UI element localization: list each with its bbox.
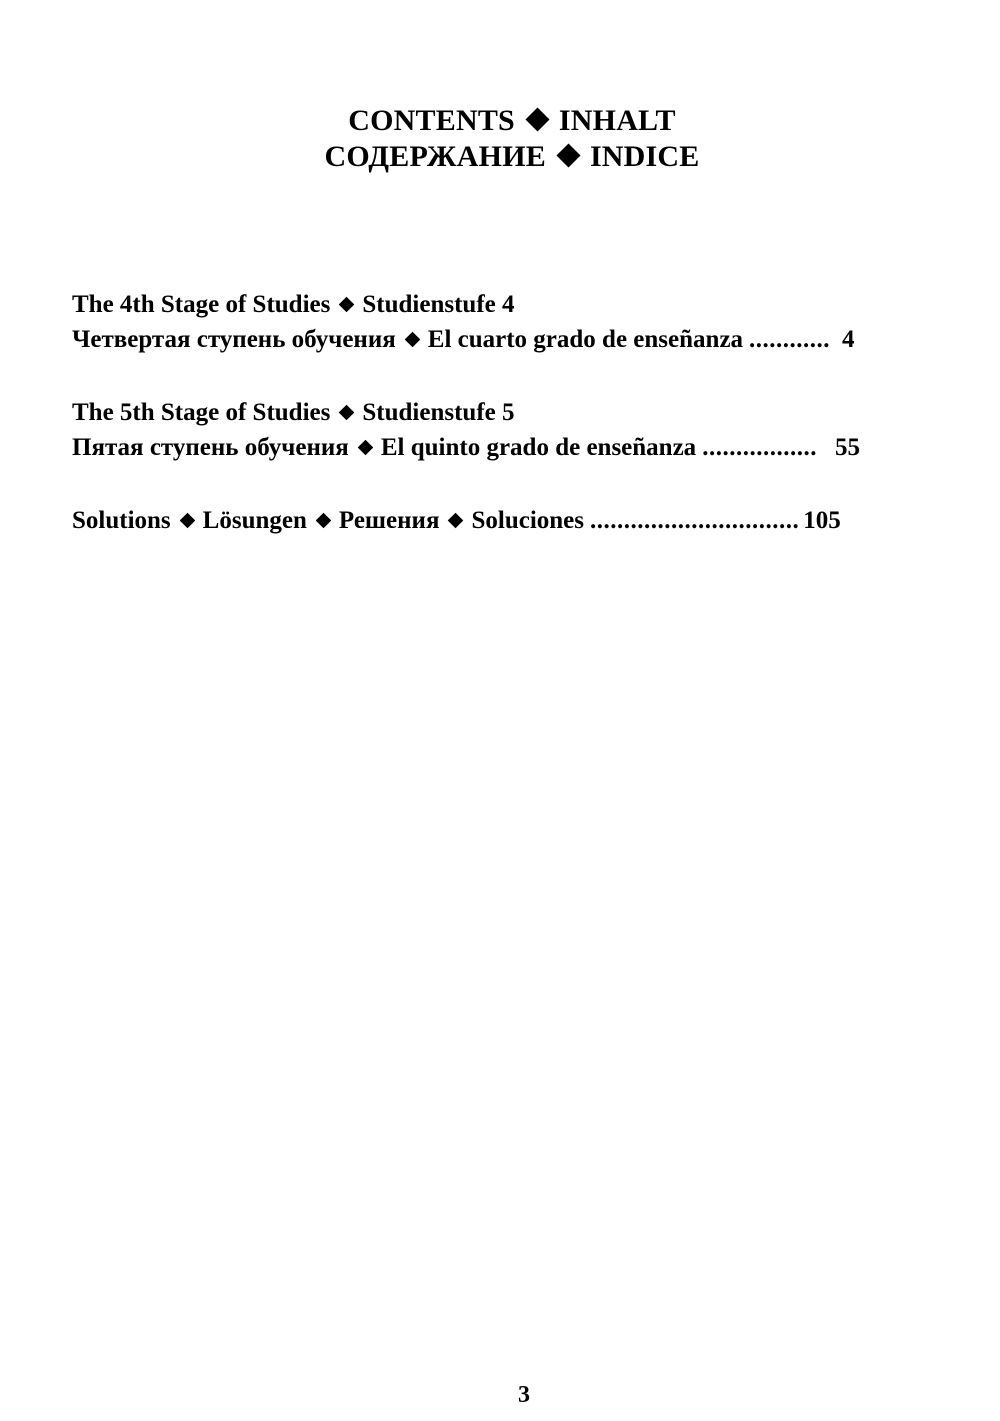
diamond-separator-icon — [448, 513, 464, 529]
toc-entry-1-line-1 — [72, 290, 515, 320]
toc-entry-title-de: Studienstufe 5 — [362, 399, 515, 426]
toc-entry-title-ru: Решения — [338, 507, 440, 534]
heading-indice: INDICE — [589, 140, 700, 173]
dot-leader: ............ — [749, 326, 831, 353]
toc-entry-3[interactable] — [72, 506, 841, 536]
toc-entry-title-ru: Четвертая ступень обучения — [72, 326, 396, 353]
toc-entry-title-de: Lösungen — [202, 507, 307, 534]
heading-soderzhanie: СОДЕРЖАНИЕ — [324, 140, 546, 173]
toc-entry-page-number: 55 — [834, 434, 860, 461]
diamond-separator-icon — [339, 296, 355, 312]
diamond-separator-icon — [404, 332, 420, 348]
heading-contents: CONTENTS — [348, 104, 515, 137]
toc-entry-title-es: El cuarto grado de enseñanza — [427, 326, 744, 353]
dot-leader: ................. — [702, 434, 817, 461]
diamond-separator-icon — [358, 440, 374, 456]
toc-entry-title-es: El quinto grado de enseñanza — [380, 434, 697, 461]
toc-entry-title-en: Solutions — [72, 507, 171, 534]
toc-entry-1-line-2[interactable] — [72, 325, 855, 355]
toc-entry-page-number: 105 — [803, 507, 841, 534]
diamond-separator-icon — [179, 513, 195, 529]
toc-entry-title-es: Soluciones — [471, 507, 584, 534]
page-number: 3 — [518, 1382, 530, 1408]
toc-entry-title-ru: Пятая ступень обучения — [72, 434, 349, 461]
diamond-separator-icon — [525, 107, 549, 131]
toc-entry-2-line-1 — [72, 398, 515, 428]
dot-leader: ............................... — [590, 507, 800, 534]
diamond-separator-icon — [339, 404, 355, 420]
toc-entry-2-line-2[interactable] — [72, 433, 860, 463]
contents-heading-line-2 — [12, 140, 1000, 174]
diamond-separator-icon — [316, 513, 332, 529]
toc-entry-page-number: 4 — [842, 326, 855, 353]
toc-entry-title-en: The 5th Stage of Studies — [72, 399, 331, 426]
toc-entry-title-en: The 4th Stage of Studies — [72, 291, 331, 318]
diamond-separator-icon — [556, 143, 580, 167]
contents-heading-line-1 — [12, 104, 1000, 138]
heading-inhalt: INHALT — [558, 104, 676, 137]
toc-entry-title-de: Studienstufe 4 — [362, 291, 515, 318]
